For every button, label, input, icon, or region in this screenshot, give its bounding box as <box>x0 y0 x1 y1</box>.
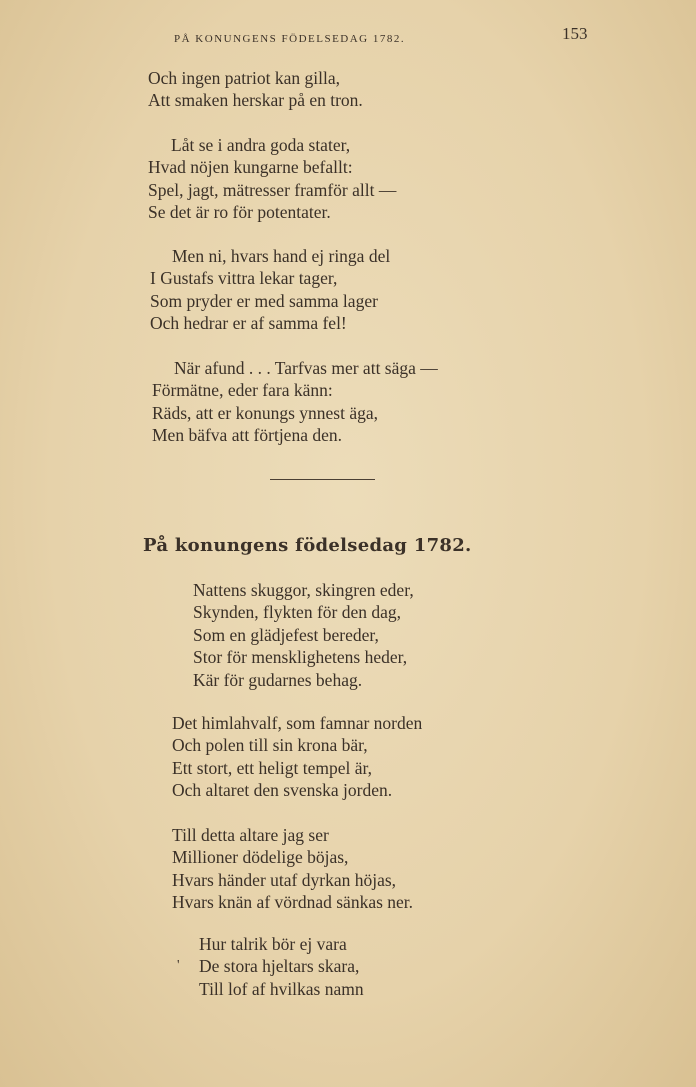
verse-line: Till detta altare jag ser <box>172 825 329 845</box>
page-number: 153 <box>562 24 588 43</box>
verse-line: Ett stort, ett heligt tempel är, <box>172 757 373 778</box>
verse-line: Skynden, flykten för den dag, <box>193 602 402 623</box>
stanza <box>152 357 438 447</box>
verse-line: Kär för gudarnes behag. <box>193 669 363 690</box>
running-header: PÅ KONUNGENS FÖDELSEDAG 1782. <box>174 33 406 45</box>
verse-line: Och polen till sin krona bär, <box>172 735 368 756</box>
verse-line: Och altaret den svenska jorden. <box>172 780 393 801</box>
verse-line: Och ingen patriot kan gilla, <box>148 68 340 88</box>
verse-line: Som pryder er med samma lager <box>150 290 378 311</box>
stanza <box>172 824 413 914</box>
stanza <box>172 712 422 802</box>
stanza <box>148 67 363 112</box>
stanza <box>199 933 364 1000</box>
stanza <box>150 245 390 335</box>
verse-line: Låt se i andra goda stater, <box>171 135 351 155</box>
section-divider <box>270 479 375 480</box>
verse-line: I Gustafs vittra lekar tager, <box>150 268 338 289</box>
verse-line: Hvars händer utaf dyrkan höjas, <box>172 869 397 890</box>
verse-line: Spel, jagt, mätresser framför allt — <box>148 179 397 200</box>
verse-line: Hur talrik bör ej vara <box>199 934 347 954</box>
verse-line: Men bäfva att förtjena den. <box>152 425 342 446</box>
verse-line: Se det är ro för potentater. <box>148 202 331 223</box>
verse-line: Millioner dödelige böjas, <box>172 847 349 868</box>
stray-print-mark: ' <box>177 958 180 973</box>
stanza <box>148 134 396 224</box>
verse-line: Nattens skuggor, skingren eder, <box>193 580 414 600</box>
verse-line: Förmätne, eder fara känn: <box>152 380 333 401</box>
verse-line: Till lof af hvilkas namn <box>199 978 364 999</box>
verse-line: Stor för mensklighetens heder, <box>193 647 408 668</box>
verse-line: Som en glädjefest bereder, <box>193 624 379 645</box>
verse-line: Hvars knän af vördnad sänkas ner. <box>172 892 414 913</box>
poem-title: På konungens födelsedag 1782. <box>143 535 472 556</box>
verse-line: Men ni, hvars hand ej ringa del <box>172 246 391 266</box>
verse-line: Och hedrar er af samma fel! <box>150 313 347 334</box>
verse-line: Det himlahvalf, som famnar norden <box>172 713 423 733</box>
verse-line: De stora hjeltars skara, <box>199 956 360 977</box>
stanza <box>193 579 414 691</box>
verse-line: Hvad nöjen kungarne befallt: <box>148 157 353 178</box>
verse-line: Att smaken herskar på en tron. <box>148 90 363 111</box>
verse-line: När afund . . . Tarfvas mer att säga — <box>174 358 438 378</box>
verse-line: Räds, att er konungs ynnest äga, <box>152 402 378 423</box>
